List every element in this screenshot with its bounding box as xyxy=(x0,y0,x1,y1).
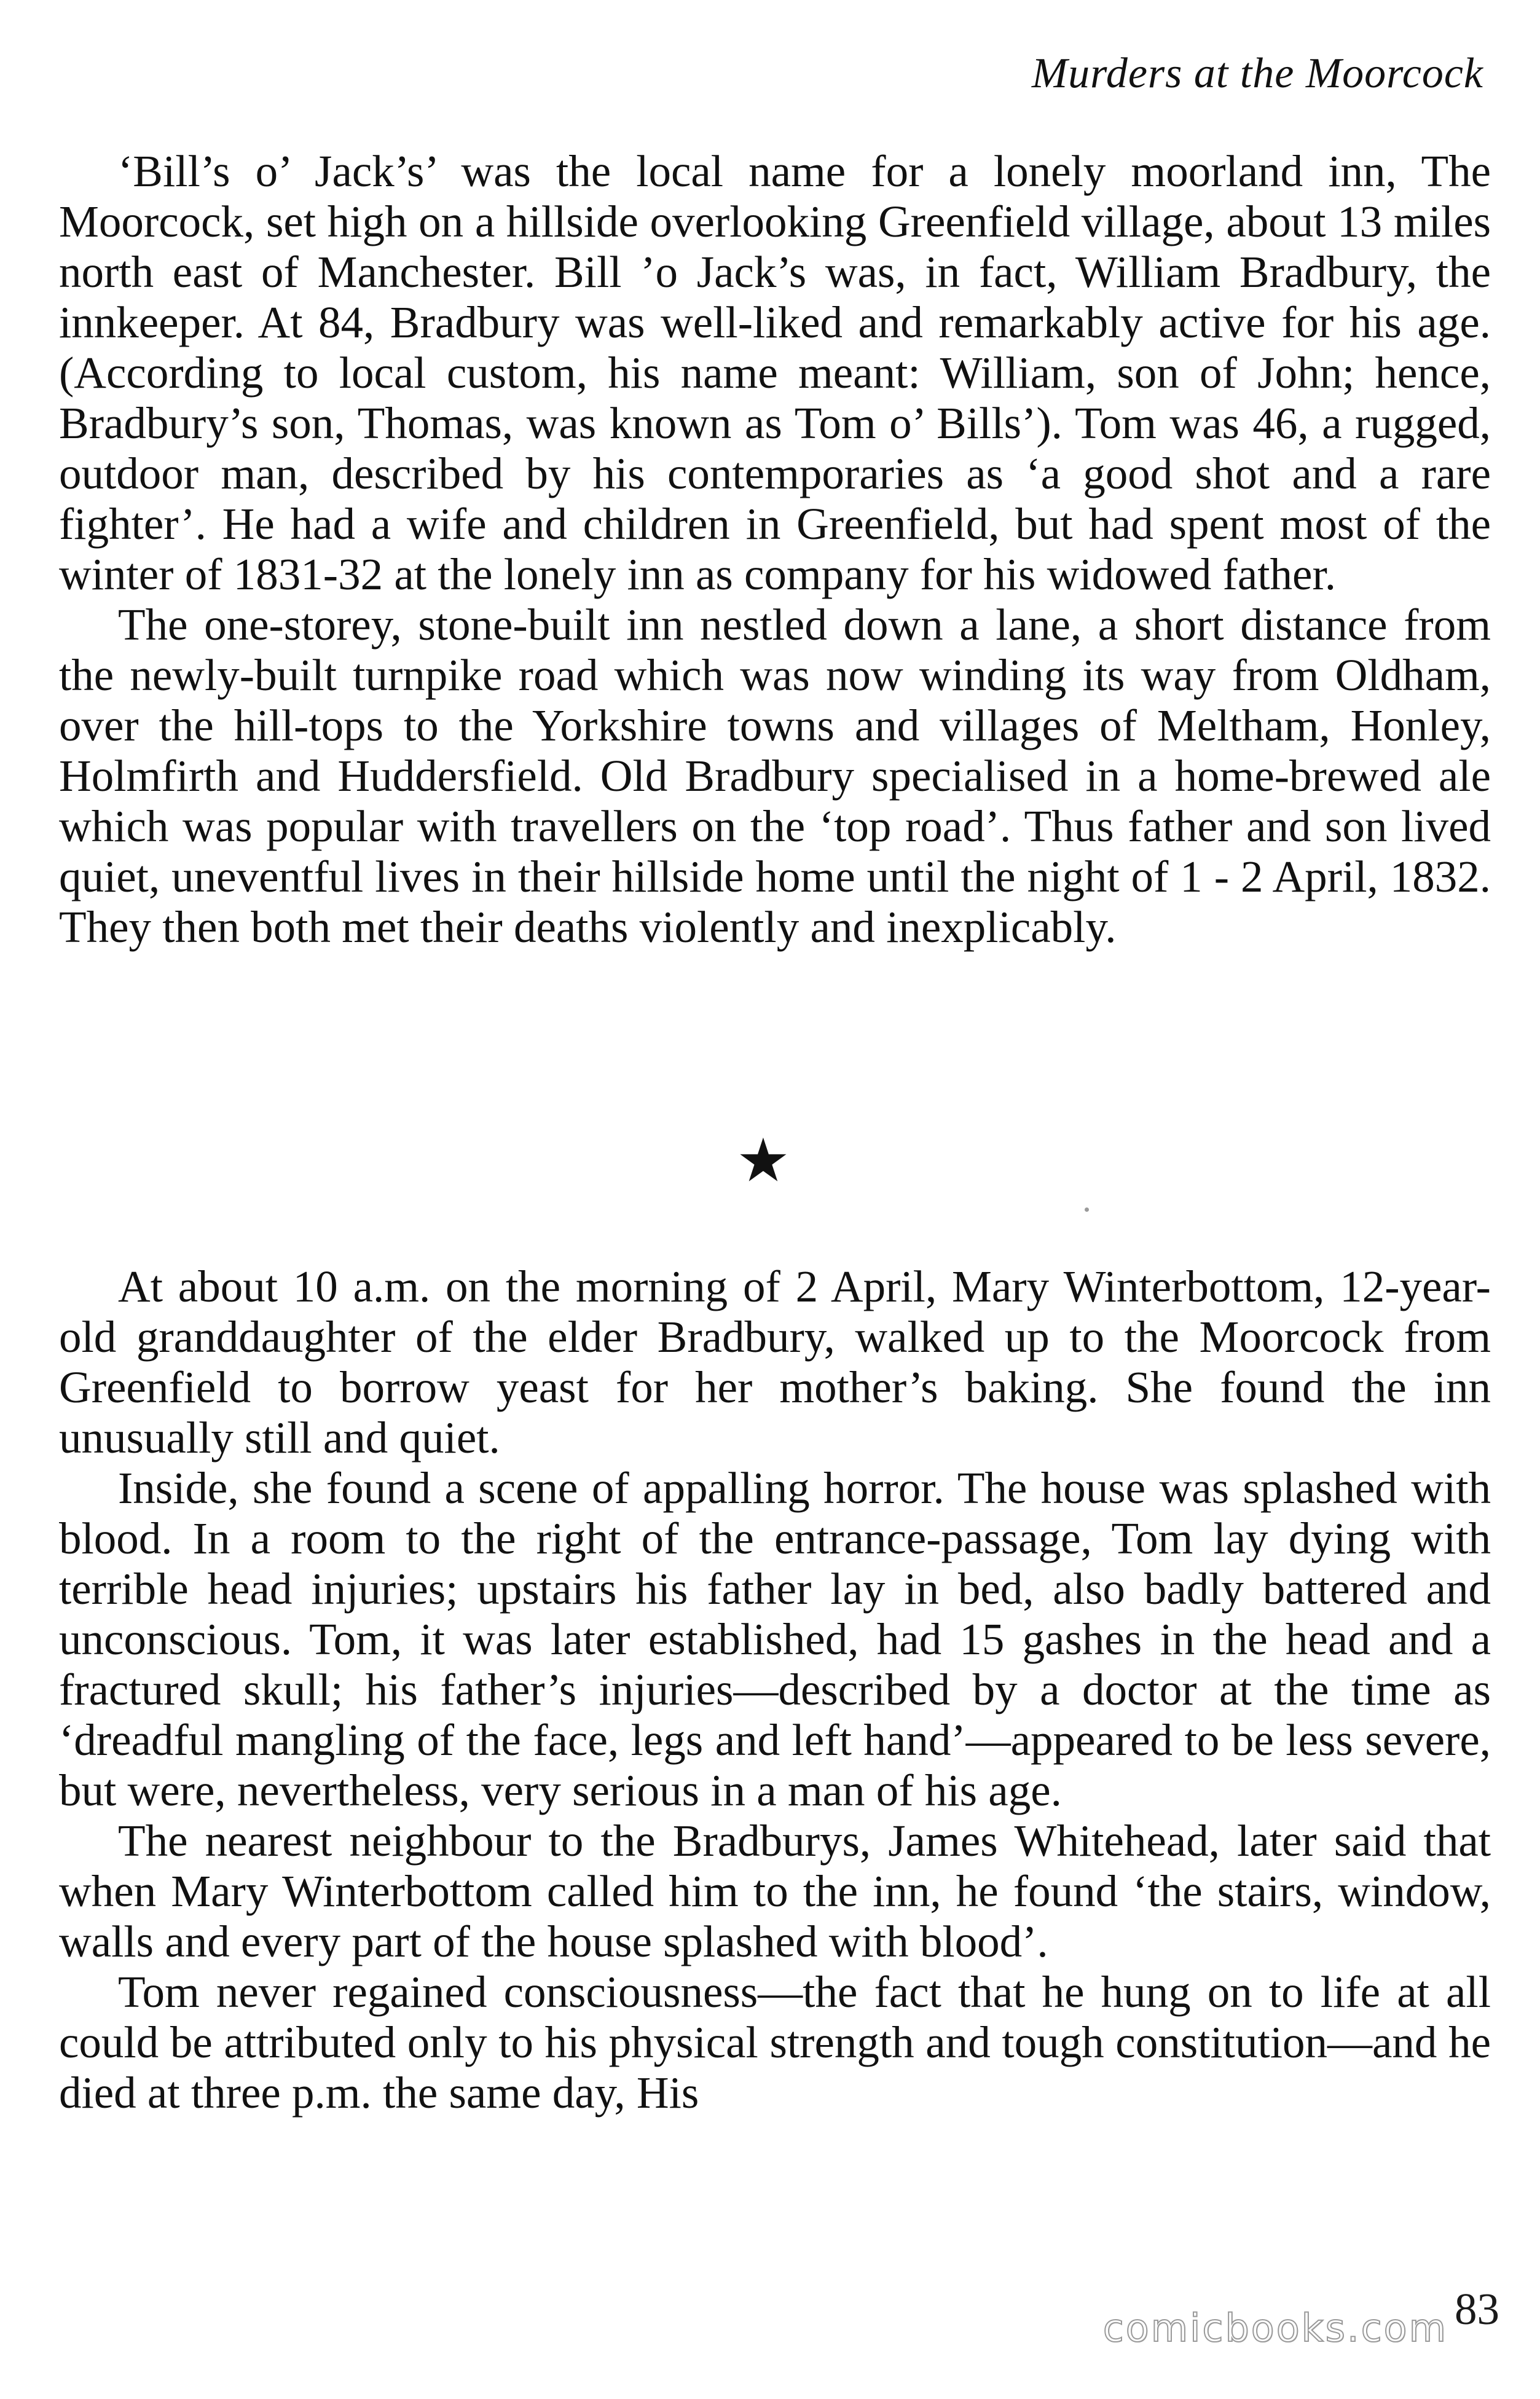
paragraph: The one-storey, stone-built inn nestled down a lane, a short distance from the newly-built turnpike road which was now winding its way from Oldham, over the hill-tops to the Yorkshire towns and villages of Meltham, Honley, Holmfirth and Huddersfield. Old Bradbury specialised in a home-brewed ale which was popular with travellers on the ‘top road’. Thus father and son lived quiet, uneventful lives in their hillside home until the night of 1 - 2 April, 1832. They then both met their deaths violently and inexplicably. xyxy=(59,600,1491,952)
paragraph: Tom never regained consciousness—the fact that he hung on to life at all could be attributed only to his physical strength and tough constitution—and he died at three p.m. the same day, His xyxy=(59,1967,1491,2118)
section-break-star-icon: ★ xyxy=(736,1126,790,1196)
watermark: comicbooks.com xyxy=(1102,2306,1448,2350)
paragraph: Inside, she found a scene of appalling horror. The house was splashed with blood. In a room to the right of the entrance-passage, Tom lay dying with terrible head injuries; upstairs his father lay in bed, also badly battered and unconscious. Tom, it was later established, had 15 gashes in the head and a fractured skull; his father’s injuries—described by a doctor at the time as ‘dreadful mangling of the face, legs and left hand’—appeared to be less severe, but were, nevertheless, very serious in a man of his age. xyxy=(59,1463,1491,1815)
page-number: 83 xyxy=(1455,2284,1499,2334)
paragraph: At about 10 a.m. on the morning of 2 April, Mary Winterbottom, 12-year-old granddaughter of the elder Bradbury, walked up to the Moorcock from Greenfield to borrow yeast for her mother’s baking. She found the inn unusually still and quiet. xyxy=(59,1262,1491,1463)
paragraph: The nearest neighbour to the Bradburys, James Whitehead, later said that when Mary Winterbottom called him to the inn, he found ‘the stairs, window, walls and every part of the house splashed with blood’. xyxy=(59,1816,1491,1966)
running-header: Murders at the Moorcock xyxy=(1031,50,1483,97)
print-speck xyxy=(1085,1207,1089,1212)
section-1-text xyxy=(59,146,1491,952)
paragraph: ‘Bill’s o’ Jack’s’ was the local name for a lonely moorland inn, The Moorcock, set high on a hillside overlooking Greenfield village, about 13 miles north east of Manchester. Bill ’o Jack’s was, in fact, William Bradbury, the innkeeper. At 84, Bradbury was well-liked and remarkably active for his age. (According to local custom, his name meant: William, son of John; hence, Bradbury’s son, Thomas, was known as Tom o’ Bills’). Tom was 46, a rugged, outdoor man, described by his contemporaries as ‘a good shot and a rare fighter’. He had a wife and children in Greenfield, but had spent most of the winter of 1831-32 at the lonely inn as company for his widowed father. xyxy=(59,146,1491,599)
section-2-text xyxy=(59,1262,1491,2118)
